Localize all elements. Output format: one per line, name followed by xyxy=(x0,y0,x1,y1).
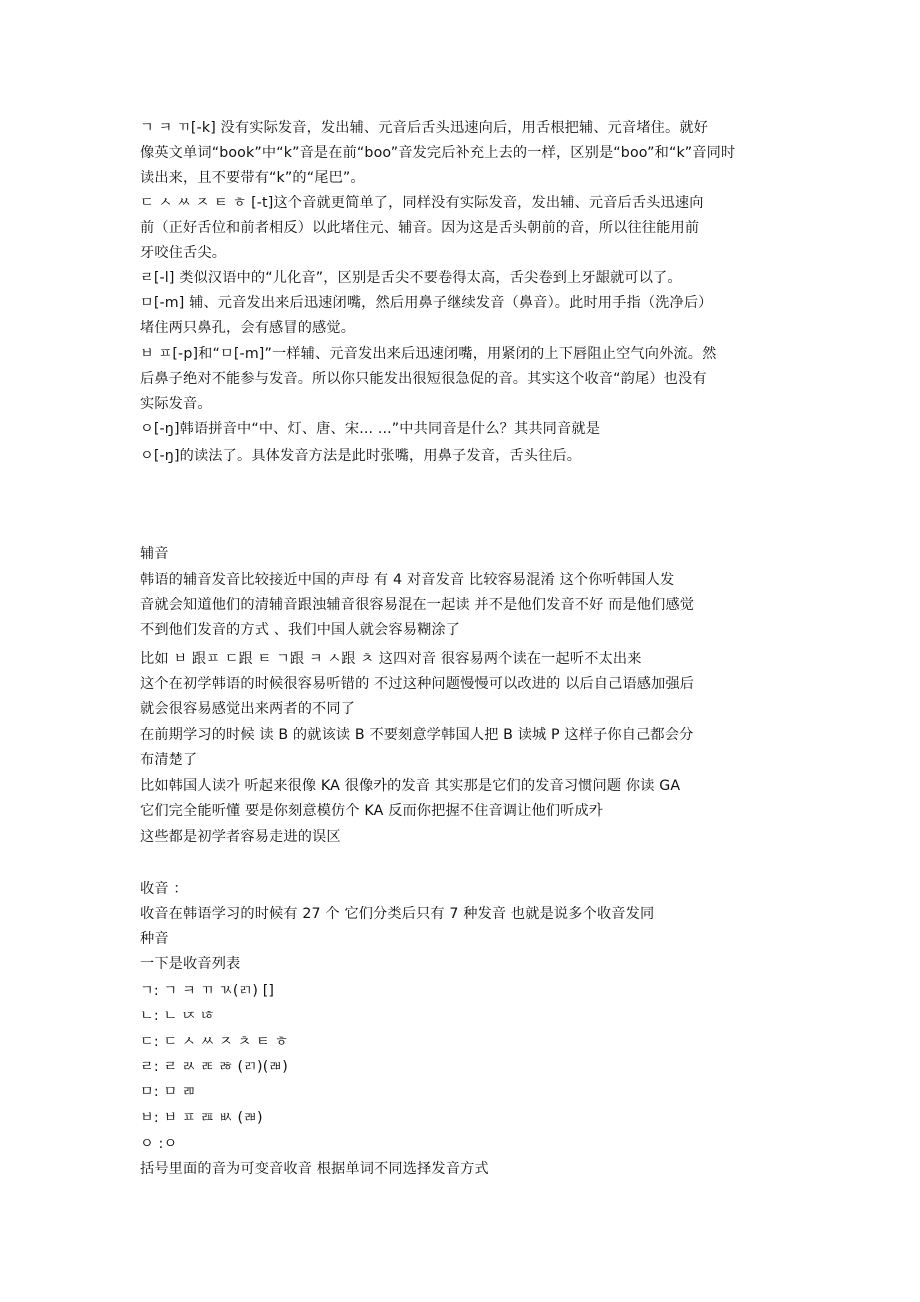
text-line: 牙咬住舌尖。 xyxy=(140,245,227,261)
text-line: ㅁ[-m] 辅、元音发出来后迅速闭嘴，然后用鼻子继续发音（鼻音）。此时用手指（洗净后） xyxy=(140,295,713,311)
text-line: 这个在初学韩语的时候很容易听错的 不过这种问题慢慢可以改进的 以后自己语感加强后 xyxy=(140,676,695,692)
text-line: 音就会知道他们的清辅音跟浊辅音很容易混在一起读 并不是他们发音不好 而是他们感觉 xyxy=(140,597,695,613)
text-line: 实际发音。 xyxy=(140,396,212,412)
text-line: 种音 xyxy=(140,931,169,947)
text-line: 在前期学习的时候 读 B 的就该读 B 不要刻意学韩国人把 B 读城 P 这样子你自己都会分 xyxy=(140,727,694,743)
text-line: 读出来，且不要带有“k”的“尾巴”。 xyxy=(140,170,365,186)
text-line: 像英文单词“book”中“k”音是在前“boo”音发完后补充上去的一样，区别是“boo”和“k”音同时 xyxy=(140,145,736,161)
text-line: 这些都是初学者容易走进的误区 xyxy=(140,829,341,845)
text-line: 括号里面的音为可变音收音 根据单词不同选择发音方式 xyxy=(140,1161,489,1177)
text-line: 不到他们发音的方式 、我们中国人就会容易糊涂了 xyxy=(140,622,461,638)
text-line: 比如 ㅂ 跟ㅍ ㄷ跟 ㅌ ㄱ跟 ㅋ ㅅ跟 ㅊ 这四对音 很容易两个读在一起听不太出来 xyxy=(140,651,642,667)
text-line: 一下是收音列表 xyxy=(140,956,241,972)
list-item: ㄴ: ㄴ ㄵ ㄶ xyxy=(140,1008,215,1024)
list-item: ㄷ: ㄷ ㅅ ㅆ ㅈ ㅊ ㅌ ㅎ xyxy=(140,1034,289,1050)
list-item: ㅇ :ㅇ xyxy=(140,1136,178,1152)
text-line: 比如韩国人读가 听起来很像 KA 很像카的发音 其实那是它们的发音习惯问题 你读 GA xyxy=(140,778,681,794)
text-line: 前（正好舌位和前者相反）以此堵住元、辅音。因为这是舌头朝前的音，所以往往能用前 xyxy=(140,220,700,236)
text-line: ㅇ[-ŋ]韩语拼音中“中、灯、唐、宋... ...”中共同音是什么？其共同音就是 xyxy=(140,421,601,437)
list-item: ㅁ: ㅁ ㄻ xyxy=(140,1084,196,1100)
text-line: 后鼻子绝对不能参与发音。所以你只能发出很短很急促的音。其实这个收音“韵尾）也没有 xyxy=(140,371,707,387)
text-line: 堵住两只鼻孔，会有感冒的感觉。 xyxy=(140,320,356,336)
text-line: ㅇ[-ŋ]的读法了。具体发音方法是此时张嘴，用鼻子发音，舌头往后。 xyxy=(140,448,582,464)
text-line: 它们完全能听懂 要是你刻意模仿个 KA 反而你把握不住音调让他们听成카 xyxy=(140,803,603,819)
text-line: 韩语的辅音发音比较接近中国的声母 有 4 对音发音 比较容易混淆 这个你听韩国人发 xyxy=(140,572,675,588)
section-heading: 收音 ： xyxy=(140,881,188,897)
section-heading: 辅音 xyxy=(140,546,169,562)
text-line: 收音在韩语学习的时候有 27 个 它们分类后只有 7 种发音 也就是说多个收音发同 xyxy=(140,906,655,922)
text-line: ㄹ[-l] 类似汉语中的“儿化音”，区别是舌尖不要卷得太高，舌尖卷到上牙龈就可以了。 xyxy=(140,270,682,286)
list-item: ㅂ: ㅂ ㅍ ㄿ ㅄ (ㄼ) xyxy=(140,1110,263,1126)
list-item: ㄱ: ㄱ ㅋ ㄲ ㄳ(ㄺ) [] xyxy=(140,983,275,999)
text-line: ㅂ ㅍ[-p]和“ㅁ[-m]”一样辅、元音发出来后迅速闭嘴，用紧闭的上下唇阻止空气向外流。然 xyxy=(140,346,717,362)
text-line: ㄷ ㅅ ㅆ ㅈ ㅌ ㅎ [-t]这个音就更简单了，同样没有实际发音，发出辅、元音后舌头迅速向 xyxy=(140,195,704,211)
text-line: ㄱ ㅋ ㄲ[-k] 没有实际发音，发出辅、元音后舌头迅速向后，用舌根把辅、元音堵住。就好 xyxy=(140,120,709,136)
text-line: 就会很容易感觉出来两者的不同了 xyxy=(140,701,356,717)
list-item: ㄹ: ㄹ ㄽ ㄾ ㅀ (ㄺ)(ㄼ) xyxy=(140,1059,288,1075)
text-line: 布清楚了 xyxy=(140,752,198,768)
